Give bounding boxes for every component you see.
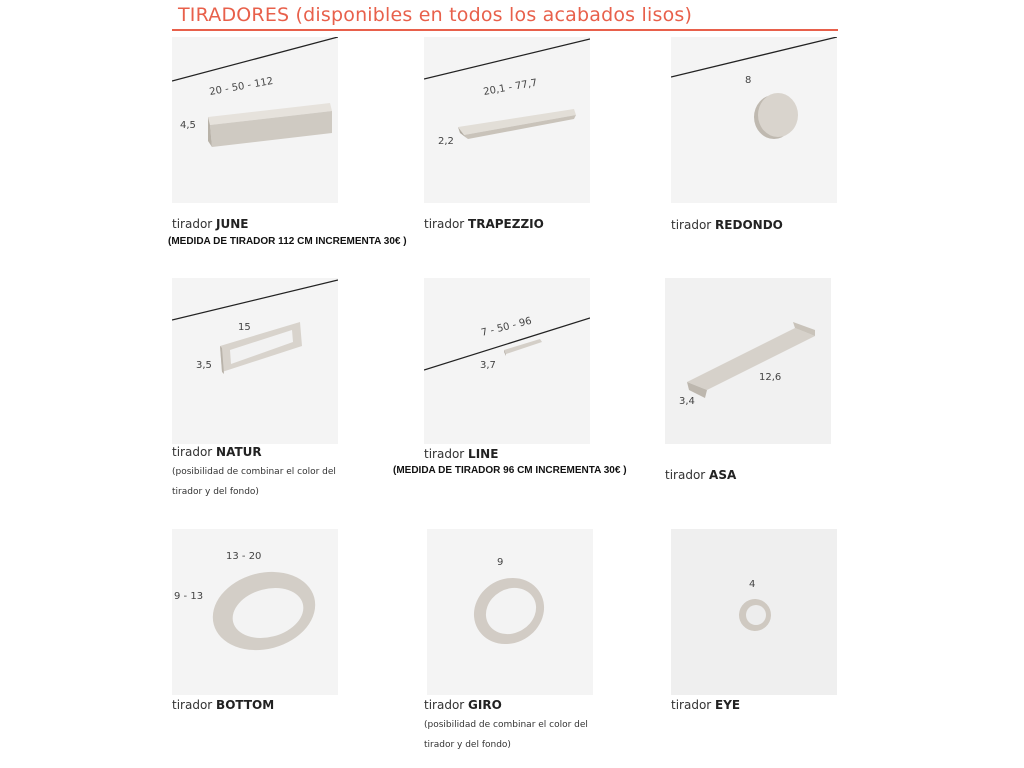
caption-giro [424,698,502,712]
caption-eye [671,698,740,712]
dim-natur-height: 3,5 [196,360,212,371]
dim-line-length: 7 - 50 - 96 [480,315,533,339]
caption-prefix: tirador [424,447,465,461]
caption-name: EYE [715,698,741,712]
dim-asa-height: 3,4 [679,396,695,407]
caption-name: LINE [468,447,499,461]
dim-line-height: 3,7 [480,360,496,371]
note-line: (posibilidad de combinar el color del [424,720,588,730]
caption-june [172,217,249,231]
caption-prefix: tirador [671,218,712,232]
dim-trapezzio-length: 20,1 - 77,7 [482,77,539,98]
note-line: tirador y del fondo) [172,487,259,497]
caption-natur [172,445,262,459]
photo-line [424,278,590,444]
caption-name: TRAPEZZIO [468,217,544,231]
note-line-price: (MEDIDA DE TIRADOR 96 CM INCREMENTA 30€ ) [393,465,627,476]
caption-prefix: tirador [665,468,706,482]
photo-june [172,37,338,203]
dim-bottom-height: 9 - 13 [174,591,204,602]
note-natur [172,462,336,502]
dim-asa-length: 12,6 [759,372,782,383]
photo-giro [427,529,593,695]
caption-asa [665,468,736,482]
caption-trapezzio [424,217,544,231]
caption-prefix: tirador [172,698,213,712]
note-giro [424,715,588,755]
caption-prefix: tirador [424,698,465,712]
caption-name: NATUR [216,445,262,459]
caption-name: ASA [709,468,737,482]
title-underline [172,29,838,31]
caption-bottom [172,698,274,712]
photo-natur [172,278,338,444]
dim-june-height: 4,5 [180,120,196,131]
dim-june-length: 20 - 50 - 112 [208,75,275,98]
page-title: TIRADORES (disponibles en todos los acabados lisos) [178,4,693,26]
caption-prefix: tirador [671,698,712,712]
caption-name: GIRO [468,698,502,712]
dim-giro-diameter: 9 [497,557,504,568]
photo-bottom [172,529,338,695]
caption-prefix: tirador [172,445,213,459]
caption-name: REDONDO [715,218,783,232]
caption-name: BOTTOM [216,698,275,712]
note-line: tirador y del fondo) [424,740,511,750]
photo-asa [665,278,831,444]
caption-name: JUNE [216,217,249,231]
dim-eye-diameter: 4 [749,579,756,590]
caption-prefix: tirador [172,217,213,231]
caption-redondo [671,218,783,232]
note-line: (posibilidad de combinar el color del [172,467,336,477]
caption-prefix: tirador [424,217,465,231]
dim-bottom-width: 13 - 20 [226,551,262,562]
photo-eye [671,529,837,695]
dim-natur-length: 15 [238,322,251,333]
photo-redondo [671,37,837,203]
photo-trapezzio [424,37,590,203]
caption-line [424,447,498,461]
dim-redondo-diameter: 8 [745,75,752,86]
dim-trapezzio-height: 2,2 [438,136,454,147]
note-june-price: (MEDIDA DE TIRADOR 112 CM INCREMENTA 30€ ) [168,236,407,247]
